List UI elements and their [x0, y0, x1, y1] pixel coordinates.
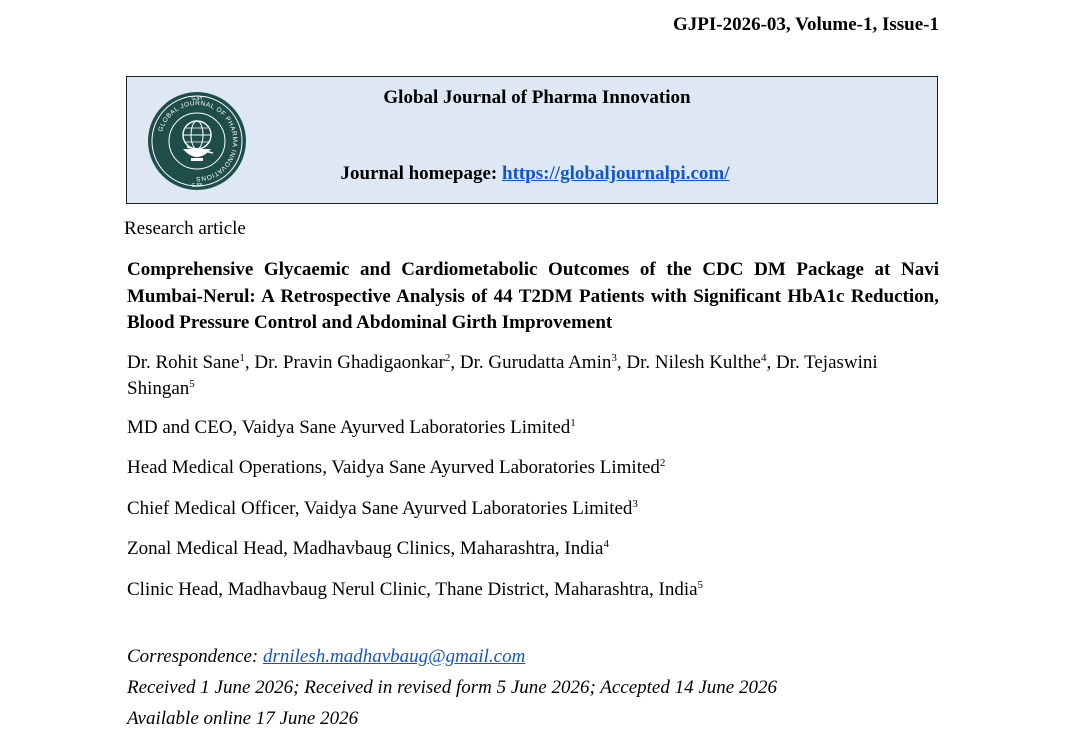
journal-banner [126, 76, 938, 204]
author-name: Dr. Nilesh Kulthe [626, 352, 761, 373]
correspondence-line [127, 641, 777, 672]
author-name: Dr. Pravin Ghadigaonkar [254, 352, 445, 373]
author-list: Dr. Rohit Sane$^1$, Dr. Pravin Ghadigaonkar$^2$, Dr. Gurudatta Amin$^3$, Dr. Nilesh Kulthe$^4$, Dr. Tejaswini Shingan$^5$ [127, 352, 878, 399]
journal-name: Global Journal of Pharma Innovation [383, 87, 691, 108]
affiliation-text: Head Medical Operations, Vaidya Sane Ayurved Laboratories Limited [127, 457, 660, 478]
author-affiliation-marker: 4 [760, 352, 767, 364]
affiliation-marker: 2 [659, 457, 666, 469]
affiliation-marker: 1 [570, 417, 576, 429]
homepage-label: Journal homepage: [340, 163, 498, 184]
affiliation-text: Chief Medical Officer, Vaidya Sane Ayurved Laboratories Limited [127, 498, 633, 519]
affiliation-1 [127, 417, 576, 439]
issue-info: GJPI-2026-03, Volume-1, Issue-1 [672, 14, 939, 35]
article-type: Research article [124, 218, 246, 239]
author-affiliation-marker: 1 [239, 352, 245, 364]
affiliation-text: Zonal Medical Head, Madhavbaug Clinics, Maharashtra, India [127, 538, 604, 559]
affiliation-marker: 5 [697, 579, 704, 591]
homepage-link[interactable]: https://globaljournalpi.com/ [502, 163, 730, 184]
correspondence-label: Correspondence: [127, 646, 259, 667]
available-online-date: Available online 17 June 2026 [127, 708, 359, 729]
received-dates: Received 1 June 2026; Received in revised form 5 June 2026; Accepted 14 June 2026 [127, 677, 777, 698]
author-affiliation-marker: 3 [611, 352, 617, 364]
author-name: Dr. Rohit Sane [127, 352, 240, 373]
journal-homepage [127, 163, 937, 185]
affiliation-text: Clinic Head, Madhavbaug Nerul Clinic, Thane District, Maharashtra, India [127, 579, 698, 600]
author-name: Dr. Gurudatta Amin [459, 352, 612, 373]
logo-ring-text: GLOBAL JOURNAL OF PHARMA INNOVATIONS [157, 99, 239, 183]
affiliation-marker: 4 [603, 538, 609, 550]
affiliation-4 [127, 538, 609, 560]
author-name: Dr. Tejaswini Shingan [127, 352, 878, 399]
article-dates-block [127, 641, 777, 734]
affiliation-text: MD and CEO, Vaidya Sane Ayurved Laboratories Limited [127, 417, 571, 438]
correspondence-email-link[interactable]: drnilesh.madhavbaug@gmail.com [262, 646, 526, 667]
logo-top-text: GJPI [191, 96, 203, 102]
author-affiliation-marker: 2 [444, 352, 451, 364]
article-title: Comprehensive Glycaemic and Cardiometabolic Outcomes of the CDC DM Package at Navi Mumbai-Nerul: A Retrospective Analysis of 44 T2DM Patients with Significant HbA1c Reduction, Blood Pressure Control and Abdominal Girth Improvement [127, 259, 939, 333]
affiliation-2 [127, 457, 665, 479]
affiliation-5 [127, 579, 703, 601]
affiliation-3 [127, 498, 638, 520]
logo-bottom-text: GJPI [191, 183, 203, 189]
affiliation-marker: 3 [632, 498, 638, 510]
author-affiliation-marker: 5 [189, 378, 195, 390]
